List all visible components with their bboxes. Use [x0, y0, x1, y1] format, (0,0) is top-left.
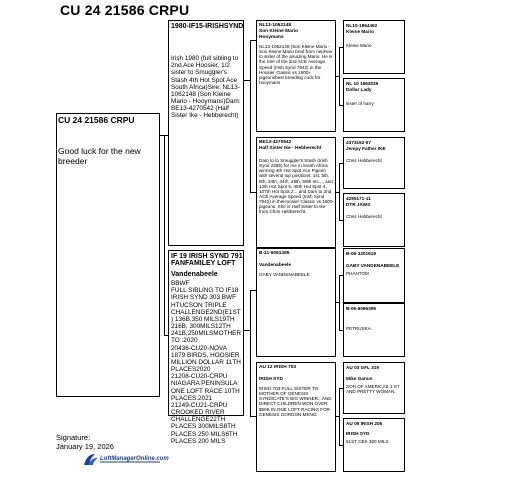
pedigree-note: GABY VANDENABEELE [259, 272, 310, 277]
pedigree-name: AU 12 IRISH 703 [259, 365, 297, 370]
pedigree-name: B-11-6061365 [259, 251, 290, 256]
connector-line [339, 388, 340, 445]
connector-line [339, 275, 340, 330]
pedigree-card-gen4-4[interactable] [343, 193, 405, 247]
dam-name-secondary: Vandenabeele [171, 271, 218, 278]
pedigree-name-secondary: Mike Ganus [346, 376, 373, 381]
pedigree-card-gen4-6[interactable] [343, 303, 405, 357]
pedigree-card-gen4-7[interactable] [343, 362, 405, 414]
pedigree-name: 4290171-11 [346, 196, 371, 201]
pedigree-note: Chris Hebberecht [346, 158, 382, 163]
pedigree-card-gen4-3[interactable] [343, 137, 405, 189]
svg-text:LoftManagerOnline.com: LoftManagerOnline.com [100, 456, 169, 462]
page-title: CU 24 21586 CRPU [60, 2, 190, 18]
connector-line [250, 40, 251, 192]
subject-card[interactable] [56, 113, 160, 397]
subject-note: Good luck for the new breeder [58, 146, 141, 166]
pedigree-note: Kleine Mario [346, 43, 372, 48]
pedigree-name: BE13-4270542 [259, 140, 292, 145]
sire-name: 1980-IF15-IRISHSYND [171, 23, 244, 30]
pedigree-name: AU 09 IRISH 206 [346, 421, 383, 426]
pedigree-name-secondary: Son Kleine Mario [259, 29, 298, 34]
dam-note: BBWF FULL SIBLING TO IF18 IRISH SYND 303 BWF HTUCSON TRIPLE CHALLENGE2ND(E1ST ) 136B,350 MILS19TH 216B, 300MILS12TH 241B,250MILSMOTHER TO :2020 20436-CU20-NOVA 1879 BIRDS, HOOSIER MILLION DOLLAR 11TH PLACES2020 21208-CU20-CRPU NIAGARA PENINSULA ONE LOFT RACE 10TH PLACES.2021 21249-CU21-CRPU CROOKED RIVER CHALLENGE22TH PLACES 300MILS8TH PLACES 250 MILS6TH PLACES 200 MILS [171, 280, 241, 445]
pedigree-note: IRISH 703-FULL SISTER TO MOTHER OF GENESIS SYNDICATE'S BIG WINNER...AND DIRECT CHILDREN WON OVER $50K IN ONE LOFT RACING FOR GENESIS GORDON MENG. [259, 386, 332, 417]
pedigree-name: 4373192-07 [346, 140, 372, 145]
print-date: January 19, 2026 [56, 442, 114, 451]
pedigree-card-sire-dam[interactable] [256, 137, 336, 248]
pedigree-card-gen4-5[interactable] [343, 248, 405, 303]
pedigree-name-secondary: Kleine Mario [346, 29, 374, 34]
dam-name: IF 19 IRISH SYND 791 FANFAMILEY LOFT [171, 253, 243, 267]
pedigree-name-tertiary: Hooymans [259, 35, 284, 40]
pedigree-card-gen4-8[interactable] [343, 418, 405, 472]
connector-line [339, 163, 340, 220]
pedigree-name-secondary: GABY VANDENABEELE [346, 263, 400, 268]
connector-line [250, 290, 251, 416]
dam-card[interactable] [168, 250, 244, 445]
pedigree-note: Chris Hebberecht [346, 214, 382, 219]
pedigree-note: 51ST CBS 300 MILS [346, 439, 389, 444]
connector-line [164, 135, 165, 335]
pedigree-note: Dam to to Smuggler's Stash (Irish Synd 2355) for me in South Africa winning 4th Hot Spot Ace Pigeon with several top positions: 1st, 5th, 8th, 34th, 34th, 49th, 69th etc..., and 12th Hot Spot 5, 45th Hot Spot 4, 107th Hot Spot 2... and Dam to 2nd ACE Average Speed (Irish Synd 7942) in theHoosier Classic vs 1600- pigeons. She is Half Sister to Ike from Chris Hebberecht. [259, 158, 335, 215]
pedigree-card-sire-sire[interactable] [256, 20, 336, 132]
pedigree-name-secondary: Jempy Father IKE [346, 146, 386, 151]
connector-line [339, 47, 340, 105]
pedigree-note: SON OF AMERICAS 1 ST AND PRETTY WOMAN. [346, 384, 400, 395]
pedigree-name: NL13-1062148 [259, 23, 292, 28]
pedigree-name: NL 10 1864539 [346, 81, 379, 86]
pedigree-card-gen4-2[interactable] [343, 78, 405, 132]
logo-icon [82, 452, 169, 467]
pedigree-name-secondary: IRISH SYD [259, 377, 283, 382]
pedigree-name: AU 03 GFL 319 [346, 365, 380, 370]
pedigree-note: PETRUSKA [346, 326, 371, 331]
pedigree-name-secondary: IRISH SYD [346, 431, 370, 436]
subject-name: CU 24 21586 CRPU [58, 115, 135, 125]
signature-label: Signature: [56, 433, 91, 442]
loft-manager-logo[interactable] [82, 452, 169, 467]
pedigree-name: B-06-3201619 [346, 251, 376, 256]
sire-note: Irish 1980 (full sibling to 2nd Ace Hoosier, 1/2 sister to Smuggler's Stash 4th Hot Spot Ace South Africa)Sire: NL13-1062148 (Son Kleine Mario - Hooymans)Dam: BE13-4270542 (Half Sister Ike - Hebberecht) [171, 55, 241, 120]
pedigree-name: B-06-6096399 [346, 306, 376, 311]
pedigree-name: NL10-1864462 [346, 23, 378, 28]
pedigree-card-gen4-1[interactable] [343, 20, 405, 74]
pedigree-card-dam-sire[interactable] [256, 248, 336, 357]
pedigree-name-secondary: DTR JAWS [346, 202, 371, 207]
pedigree-note: sister of harry [346, 101, 374, 106]
pedigree-name-secondary: Half Sister Ike - Hebberecht [259, 146, 322, 151]
pedigree-card-dam-dam[interactable] [256, 362, 336, 472]
pedigree-note: PHANTOM [346, 271, 369, 276]
pedigree-note: NL13-1062148 (Son Kleine Mario -Son Kleine Mario bred from nephew to sister of the amazing Mario. He is the Sire of the 2nd ACE Average Speed (Irish Synd 7942) in the Hoosier Classic vs 1600+ pigeonsbest breeding cock for hooymans [259, 44, 333, 85]
pedigree-name-secondary: Vandenabeele [259, 263, 291, 268]
pedigree-name-secondary: Dollar Lady [346, 87, 372, 92]
sire-card[interactable] [168, 20, 244, 246]
